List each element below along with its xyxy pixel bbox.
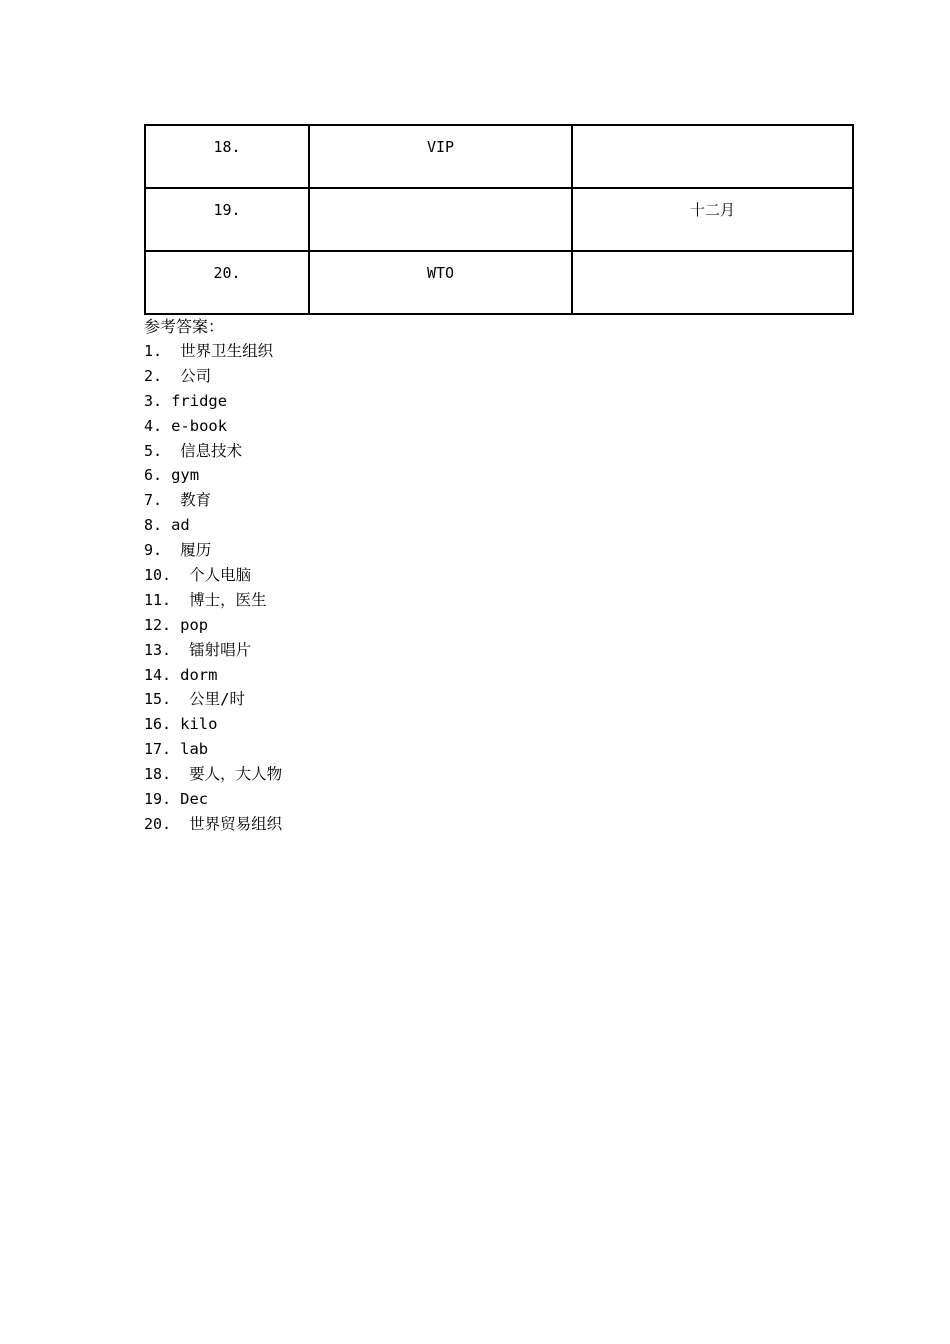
answer-number: 15. [144,690,172,709]
answer-number: 2. [144,366,163,385]
answer-text: dorm [180,665,218,684]
meaning-cell: 十二月 [572,188,853,251]
answer-key-heading: 参考答案： [144,317,225,336]
answer-number: 6. [144,466,163,485]
list-item [144,588,744,613]
answer-text: gym [171,466,200,485]
abbreviation-cell [309,188,572,251]
row-number-cell: 20. [145,251,309,314]
list-item [144,762,744,787]
list-item [144,389,744,414]
answer-number: 5. [144,441,163,460]
list-item [144,538,744,563]
list-item [144,787,744,812]
list-item [144,463,744,488]
list-item [144,613,744,638]
answer-text: 世界贸易组织 [189,814,283,833]
list-item [144,712,744,737]
answer-text: 公司 [180,366,212,385]
vocabulary-table [144,124,854,315]
answer-number: 8. [144,516,163,535]
answer-key [144,314,744,837]
answer-text: 信息技术 [180,441,243,460]
answer-text: lab [180,740,209,759]
answer-text: ad [171,516,190,535]
answer-number: 3. [144,391,163,410]
list-item [144,414,744,439]
list-item [144,687,744,712]
list-item [144,439,744,464]
abbreviation-cell: VIP [309,125,572,188]
answer-text: e-book [171,416,228,435]
answer-number: 4. [144,416,163,435]
meaning-cell [572,251,853,314]
list-item [144,339,744,364]
answer-text: fridge [171,391,228,410]
answer-number: 19. [144,790,172,809]
answer-number: 18. [144,765,172,784]
list-item [144,488,744,513]
list-item [144,364,744,389]
answer-text: 个人电脑 [189,566,252,585]
row-number-cell: 19. [145,188,309,251]
row-number-cell: 18. [145,125,309,188]
answer-text: 博士，医生 [189,590,267,609]
answer-text: 世界卫生组织 [180,342,274,360]
table-row [145,251,853,314]
answer-number: 16. [144,715,172,734]
answer-text: Dec [180,790,209,809]
answer-text: 公里/时 [189,690,245,709]
abbreviation-cell: WTO [309,251,572,314]
answer-number: 12. [144,615,172,634]
answer-text: 要人，大人物 [189,765,283,784]
answer-text: 镭射唱片 [189,640,252,659]
answer-number: 13. [144,640,172,659]
answer-text: 教育 [180,491,212,510]
answer-number: 17. [144,740,172,759]
answer-number: 10. [144,566,172,585]
answer-list [144,339,744,837]
answer-text: kilo [180,715,218,734]
meaning-cell [572,125,853,188]
list-item [144,563,744,588]
table-row [145,188,853,251]
answer-number: 9. [144,541,163,560]
answer-number: 11. [144,590,172,609]
list-item [144,737,744,762]
table-row [145,125,853,188]
list-item [144,812,744,837]
answer-text: 履历 [180,541,212,560]
answer-number: 1. [144,342,163,360]
answer-text: pop [180,615,209,634]
answer-number: 20. [144,814,172,833]
list-item [144,638,744,663]
answer-number: 7. [144,491,163,510]
list-item [144,513,744,538]
answer-number: 14. [144,665,172,684]
list-item [144,663,744,688]
